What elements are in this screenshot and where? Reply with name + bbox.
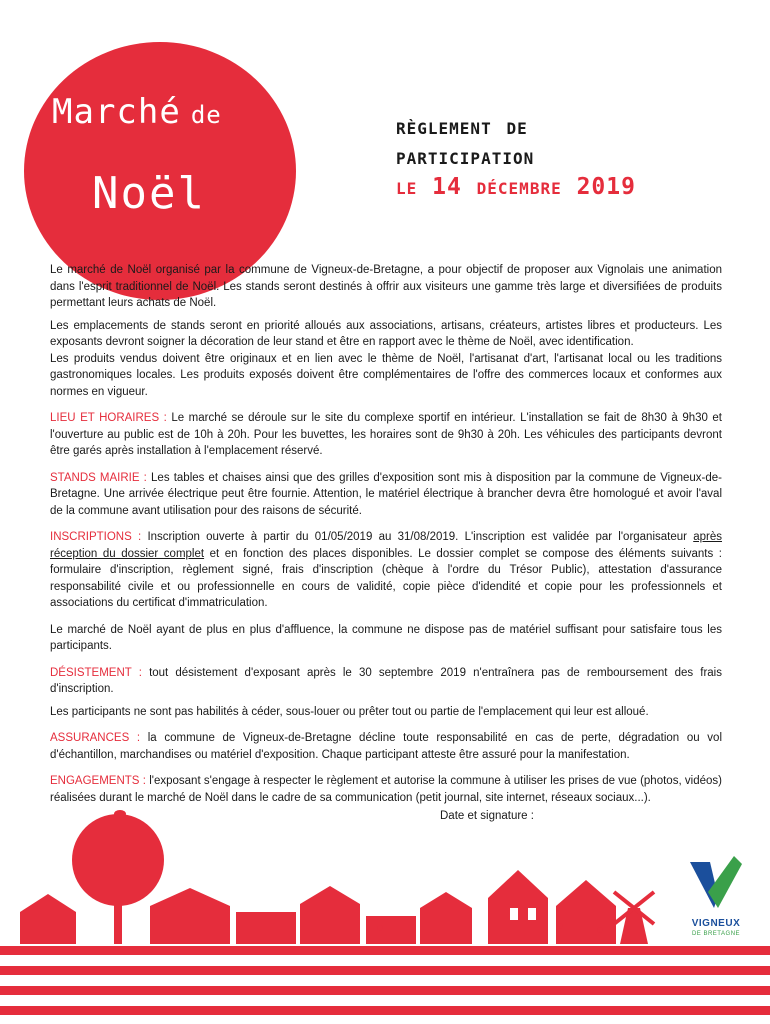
vigneux-logo xyxy=(684,852,748,944)
title-date: le 14 décembre 2019 xyxy=(396,174,636,200)
stripe xyxy=(0,1006,770,1015)
section-text: la commune de Vigneux-de-Bretagne décline toute responsabilité en cas de perte, dégradation ou vol d'échantillon, marchandises ou matériel d'exposition. Chaque participant atteste être assuré pour la manifestation. xyxy=(50,732,722,761)
section-assurances xyxy=(50,730,722,763)
title-line2: participation xyxy=(396,144,535,170)
desistement-extra: Les participants ne sont pas habilités à céder, sous-louer ou prêter tout ou partie de l'emplacement qui leur est alloué. xyxy=(50,705,649,718)
section-engagements xyxy=(50,773,722,806)
section-text: tout désistement d'exposant après le 30 septembre 2019 n'entraînera pas de remboursement des frais d'inscription. xyxy=(50,666,722,695)
intro-paragraph-1: Le marché de Noël organisé par la commune de Vigneux-de-Bretagne, a pour objectif de proposer aux Vignolais une animation dans l'esprit traditionnel de Noël. Les stands seront destinés à offrir aux visiteurs une gamme très large et diversifiées de produits permettant leurs achats de Noël. xyxy=(50,264,722,309)
section-inscriptions xyxy=(50,529,722,612)
title-line1: règlement de xyxy=(396,114,528,140)
section-label: INSCRIPTIONS : xyxy=(50,531,142,543)
house-5 xyxy=(556,880,616,944)
logo-town-name: VIGNEUX xyxy=(691,918,741,929)
house-3 xyxy=(300,886,360,944)
footer-stripes xyxy=(0,944,770,1024)
regulation-body xyxy=(50,262,722,812)
badge-word-marche: Marché xyxy=(52,92,181,132)
section-stands-mairie xyxy=(50,470,722,520)
page-title xyxy=(396,112,636,202)
section-text: Le marché se déroule sur le site du complexe sportif en intérieur. L'installation se fait de 8h30 à 9h30 et l'ouverture au public est de 10h à 20h. Pour les buvettes, les horaires sont de 9h30 à 20h. Les véhicules des participants devront être garés après installation à l'emplacement réservé. xyxy=(50,412,722,457)
section-label: ASSURANCES : xyxy=(50,732,141,744)
section-label: DÉSISTEMENT : xyxy=(50,666,142,679)
stripe xyxy=(0,946,770,955)
village-illustration xyxy=(0,808,770,948)
tree-crown xyxy=(72,814,164,906)
person-body xyxy=(378,931,382,944)
section-text: Inscription ouverte à partir du 01/05/2019 au 31/08/2019. L'inscription est validée par l'organisateur xyxy=(141,531,694,543)
section-text-continued: et en fonction des places disponibles. Le dossier complet se compose des éléments suivants : formulaire d'inscription, règlement signé, frais d'inscription (chèque à l'ordre du Trésor Public), attestation d'assurance responsabilité civile et ou professionnelle en cours de validité, copie pièce d'idendité et copie pour les professionnels et associations du certificat d'immatriculation. xyxy=(50,547,722,609)
tree-trunk xyxy=(114,900,122,944)
intro-paragraph-2: Les emplacements de stands seront en priorité alloués aux associations, artisans, créateurs, artistes libres et producteurs. Les exposants devront soigner la décoration de leur stand et être en rapport avec le thème de Noël, avec identification. xyxy=(50,319,722,348)
affluence-paragraph: Le marché de Noël ayant de plus en plus d'affluence, la commune ne dispose pas de matériel suffisant pour satisfaire tous les participants. xyxy=(50,623,722,652)
tall-house xyxy=(488,870,548,944)
bird-icon xyxy=(114,810,126,818)
building-2 xyxy=(366,916,416,944)
section-label: ENGAGEMENTS : xyxy=(50,775,146,787)
section-label: LIEU ET HORAIRES : xyxy=(50,412,167,424)
person-icon xyxy=(597,927,603,933)
house-2 xyxy=(150,888,230,944)
person-body xyxy=(558,929,562,944)
person-body xyxy=(598,933,602,944)
building-1 xyxy=(236,912,296,944)
window xyxy=(528,908,536,920)
stripe xyxy=(0,966,770,975)
signature-label: Date et signature : xyxy=(440,810,534,822)
intro-paragraph-3: Les produits vendus doivent être originaux et en lien avec le thème de Noël, l'artisanat d'art, l'artisanat local ou les traditions gastronomiques locales. Les produits exposés doivent être complémentaires de l'offre des commerces locaux et conformes aux normes en vigueur. xyxy=(50,352,722,398)
section-text: l'exposant s'engage à respecter le règlement et autorise la commune à utiliser les prises de vue (photos, vidéos) réalisées durant le marché de Noël dans le cadre de sa communication (petit journal, site internet, réseaux sociaux...). xyxy=(50,775,722,804)
section-lieu-horaires xyxy=(50,410,722,460)
window xyxy=(510,908,518,920)
section-label: STANDS MAIRIE : xyxy=(50,471,147,484)
stripe xyxy=(0,986,770,995)
house-4 xyxy=(420,892,472,944)
badge-word-de: de xyxy=(190,101,222,129)
person-icon xyxy=(557,923,563,929)
vigneux-logo-mark xyxy=(684,852,748,916)
section-desistement xyxy=(50,665,722,698)
house-1 xyxy=(20,894,76,944)
badge-title-line1 xyxy=(52,92,222,132)
badge-word-noel: Noël xyxy=(92,168,206,219)
person-icon xyxy=(377,925,383,931)
section-text: Les tables et chaises ainsi que des grilles d'exposition sont mis à disposition par la commune de Vigneux-de-Bretagne. Une arrivée électrique peut être fournie. Attention, le matériel électrique à brancher devra être homologué et avoir l'aval de la commune avant utilisation pour des raisons de sécurité. xyxy=(50,471,722,517)
logo-town-subtitle: DE BRETAGNE xyxy=(691,931,741,937)
underlined-condition: après réception du dossier complet xyxy=(50,531,722,560)
